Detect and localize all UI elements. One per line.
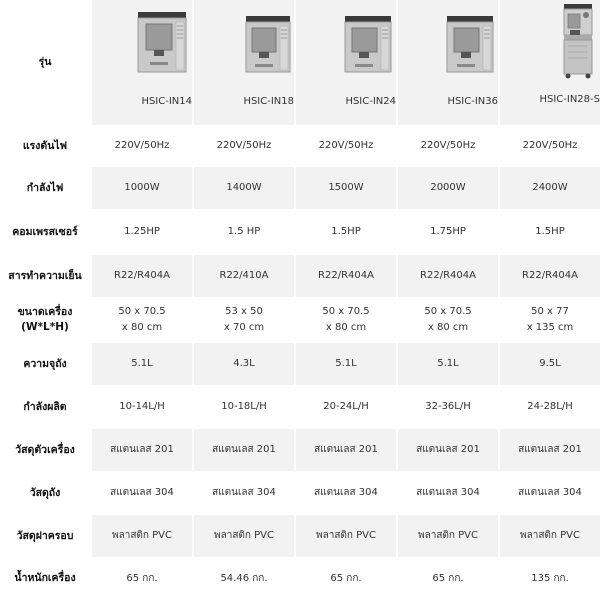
row-label: สารทำความเย็น (0, 255, 90, 297)
dim-line1: 50 x 70.5 (322, 306, 370, 317)
soft-serve-machine-icon (442, 8, 498, 78)
spec-cell: 1.75HP (396, 209, 498, 255)
spec-cell: สแตนเลส 201 (498, 429, 600, 471)
spec-cell: 220V/50Hz (90, 125, 192, 167)
spec-cell: 24-28L/H (498, 385, 600, 429)
model-column-3 (294, 0, 396, 125)
spec-row-body-material (0, 429, 600, 471)
row-label: วัสดุถัง (0, 471, 90, 515)
spec-cell: 220V/50Hz (294, 125, 396, 167)
spec-cell: R22/410A (192, 255, 294, 297)
spec-cell: 1.5HP (498, 209, 600, 255)
row-label (0, 297, 90, 343)
spec-cell: 135 กก. (498, 557, 600, 600)
spec-cell: สแตนเลส 304 (90, 471, 192, 515)
spec-cell: 65 กก. (90, 557, 192, 600)
spec-cell: 32-36L/H (396, 385, 498, 429)
row-label: ความจุถัง (0, 343, 90, 385)
spec-cell: 2400W (498, 167, 600, 209)
spec-cell: สแตนเลส 304 (498, 471, 600, 515)
spec-cell: 10-14L/H (90, 385, 192, 429)
dim-line2: x 135 cm (526, 322, 574, 333)
model-name: HSIC-IN28-S (539, 94, 600, 105)
spec-cell: พลาสติก PVC (90, 515, 192, 557)
spec-cell: พลาสติก PVC (192, 515, 294, 557)
spec-cell: สแตนเลส 201 (396, 429, 498, 471)
spec-cell: สแตนเลส 201 (90, 429, 192, 471)
spec-cell: สแตนเลส 201 (192, 429, 294, 471)
row-label: กำลังผลิต (0, 385, 90, 429)
spec-cell (90, 297, 192, 343)
spec-cell: R22/R404A (90, 255, 192, 297)
model-header-row (0, 0, 600, 125)
spec-cell: สแตนเลส 304 (396, 471, 498, 515)
spec-cell: พลาสติก PVC (498, 515, 600, 557)
spec-cell (294, 297, 396, 343)
spec-row-power (0, 167, 600, 209)
dim-line2: x 80 cm (121, 322, 163, 333)
spec-cell: 4.3L (192, 343, 294, 385)
spec-cell: 1.5 HP (192, 209, 294, 255)
spec-cell: 5.1L (396, 343, 498, 385)
spec-cell: 65 กก. (294, 557, 396, 600)
spec-cell: 20-24L/H (294, 385, 396, 429)
dim-line2: x 80 cm (325, 322, 367, 333)
spec-cell: สแตนเลส 304 (192, 471, 294, 515)
model-name: HSIC-IN36 (447, 96, 498, 107)
spec-cell: 65 กก. (396, 557, 498, 600)
spec-cell: 1.25HP (90, 209, 192, 255)
spec-cell: สแตนเลส 201 (294, 429, 396, 471)
model-column-5 (498, 0, 600, 125)
soft-serve-machine-icon (340, 8, 396, 78)
spec-cell: พลาสติก PVC (396, 515, 498, 557)
model-column-1 (90, 0, 192, 125)
model-column-4 (396, 0, 498, 125)
row-label: แรงดันไฟ (0, 125, 90, 167)
row-label: คอมเพรสเซอร์ (0, 209, 90, 255)
spec-row-dimensions (0, 297, 600, 343)
spec-cell: พลาสติก PVC (294, 515, 396, 557)
spec-cell (192, 297, 294, 343)
spec-row-output (0, 385, 600, 429)
model-name: HSIC-IN14 (141, 96, 192, 107)
dim-line2: x 70 cm (223, 322, 265, 333)
spec-cell: 1000W (90, 167, 192, 209)
spec-row-cover-material (0, 515, 600, 557)
spec-row-tank-capacity (0, 343, 600, 385)
dim-line1: 50 x 70.5 (424, 306, 472, 317)
spec-row-weight (0, 557, 600, 600)
spec-cell: 1500W (294, 167, 396, 209)
spec-row-tank-material (0, 471, 600, 515)
model-column-2 (192, 0, 294, 125)
spec-cell: 220V/50Hz (192, 125, 294, 167)
row-label: กำลังไฟ (0, 167, 90, 209)
spec-cell: สแตนเลส 304 (294, 471, 396, 515)
spec-cell: R22/R404A (498, 255, 600, 297)
spec-cell: R22/R404A (396, 255, 498, 297)
dim-line1: 53 x 50 (225, 306, 263, 317)
spec-cell: 5.1L (90, 343, 192, 385)
soft-serve-machine-icon (242, 8, 294, 78)
spec-cell: 10-18L/H (192, 385, 294, 429)
spec-cell: 1400W (192, 167, 294, 209)
model-name: HSIC-IN24 (345, 96, 396, 107)
spec-cell: R22/R404A (294, 255, 396, 297)
model-name: HSIC-IN18 (243, 96, 294, 107)
row-label-line1: ขนาดเครื่อง (17, 306, 73, 318)
row-label-line2: (W*L*H) (21, 321, 69, 333)
spec-cell (396, 297, 498, 343)
soft-serve-machine-icon (132, 8, 192, 78)
spec-cell (498, 297, 600, 343)
model-header-label: รุ่น (0, 0, 90, 125)
dim-line1: 50 x 70.5 (118, 306, 166, 317)
spec-cell: 2000W (396, 167, 498, 209)
dim-line1: 50 x 77 (531, 306, 569, 317)
spec-cell: 220V/50Hz (396, 125, 498, 167)
spec-row-voltage (0, 125, 600, 167)
dim-line2: x 80 cm (427, 322, 469, 333)
spec-row-refrigerant (0, 255, 600, 297)
row-label: วัสดุตัวเครื่อง (0, 429, 90, 471)
spec-cell: 5.1L (294, 343, 396, 385)
spec-cell: 54.46 กก. (192, 557, 294, 600)
spec-cell: 220V/50Hz (498, 125, 600, 167)
floor-standing-machine-icon (556, 2, 600, 80)
spec-row-compressor (0, 209, 600, 255)
spec-cell: 9.5L (498, 343, 600, 385)
spec-cell: 1.5HP (294, 209, 396, 255)
row-label: น้ำหนักเครื่อง (0, 557, 90, 600)
row-label: วัสดุฝาครอบ (0, 515, 90, 557)
